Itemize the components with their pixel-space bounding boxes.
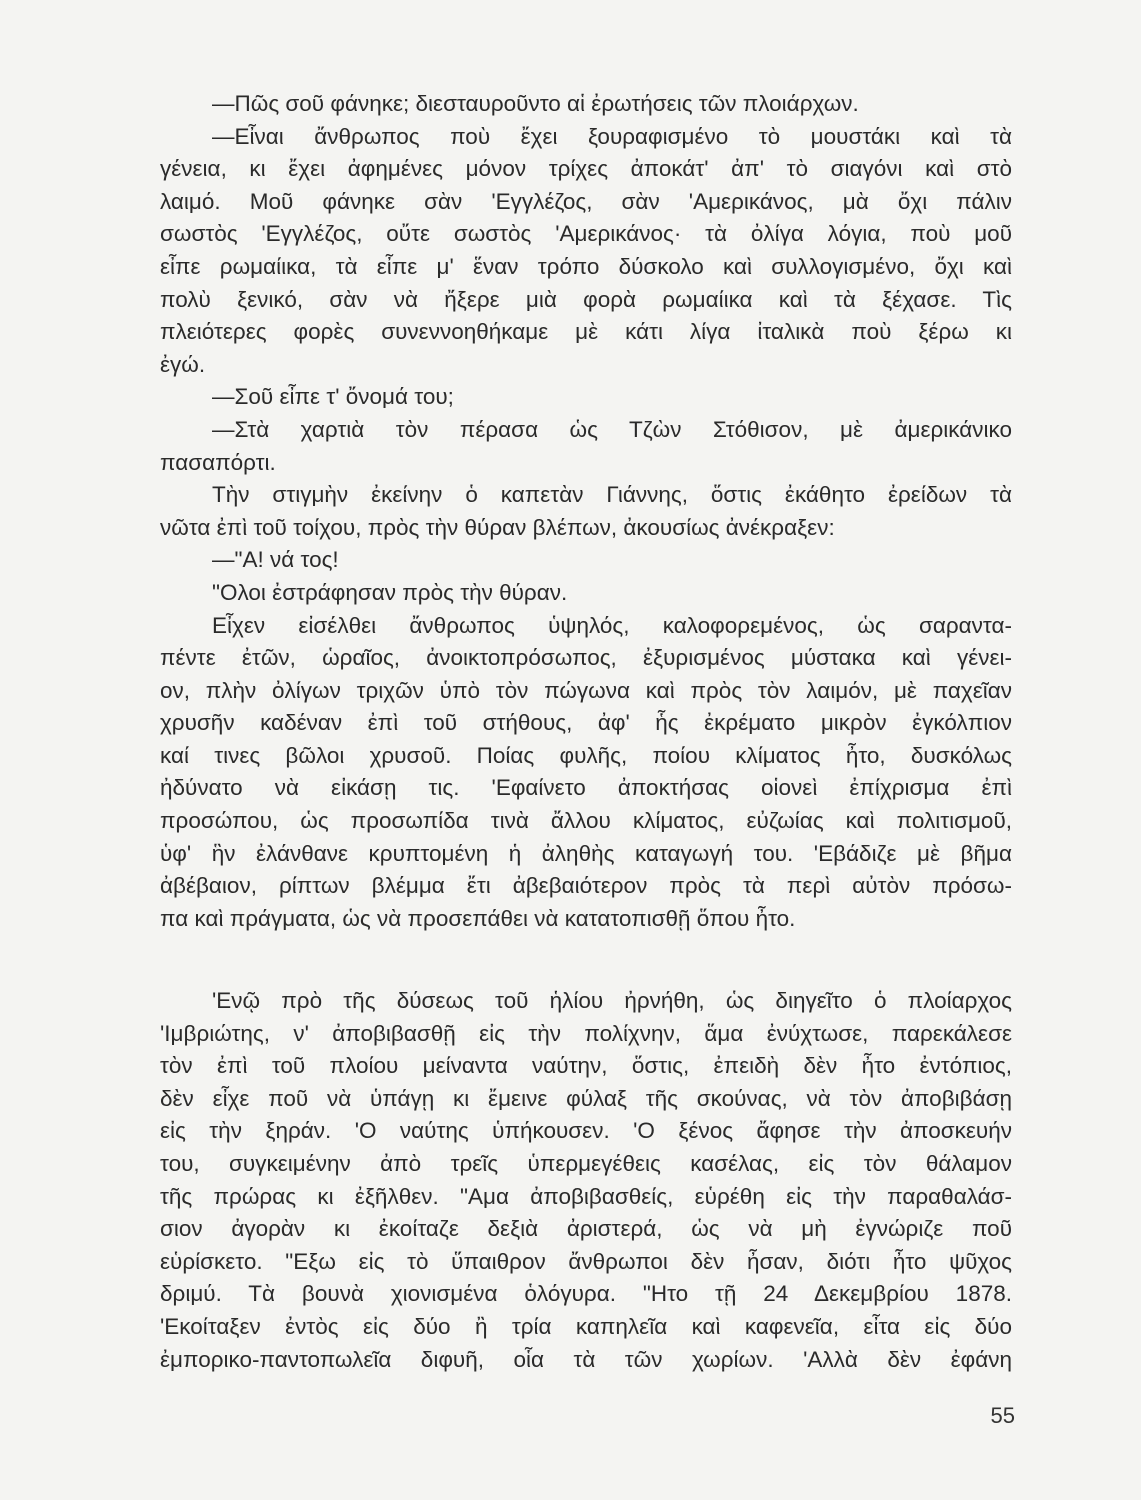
text-line: εἶπε ρωμαίικα, τὰ εἶπε μ' ἕναν τρόπο δύσκολο καὶ συλλογισμένο, ὄχι καὶ [160,253,1012,279]
text-line: —Πῶς σοῦ φάνηκε; διεσταυροῦντο αἱ ἐρωτήσεις τῶν πλοιάρχων. [212,91,859,116]
text-line: πασαπόρτι. [160,449,276,475]
text-block-1 [160,88,1012,935]
text-line: Εἶχεν εἰσέλθει ἄνθρωπος ὑψηλός, καλοφορεμένος, ὡς σαραντα- [212,612,1012,638]
text-line: πολὺ ξενικό, σὰν νὰ ἤξερε μιὰ φορὰ ρωμαίικα καὶ τὰ ξέχασε. Τὶς [160,286,1012,312]
text-line: 'Ενῷ πρὸ τῆς δύσεως τοῦ ἡλίου ἠρνήθη, ὡς διηγεῖτο ὁ πλοίαρχος [212,988,1012,1013]
text-line: ἐγώ. [160,351,206,377]
text-line: χρυσῆν καδέναν ἐπὶ τοῦ στήθους, ἀφ' ἧς ἐκρέματο μικρὸν ἐγκόλπιον [160,710,1012,736]
page-number: 55 [990,1403,1015,1428]
text-line: τὸν ἐπὶ τοῦ πλοίου μείναντα ναύτην, ὅστις, ἐπειδὴ δὲν ἦτο ἐντόπιος, [160,1053,1012,1079]
text-line: γένεια, κι ἔχει ἀφημένες μόνον τρίχες ἀποκάτ' ἀπ' τὸ σιαγόνι καὶ στὸ [160,156,1012,182]
text-line: δριμύ. Τὰ βουνὰ χιονισμένα ὁλόγυρα. "Ητο τῇ 24 Δεκεμβρίου 1878. [160,1281,1012,1307]
text-line: εὑρίσκετο. "Εξω εἰς τὸ ὕπαιθρον ἄνθρωποι δὲν ἦσαν, διότι ἦτο ψῦχος [160,1248,1012,1274]
text-line: ἀβέβαιον, ρίπτων βλέμμα ἔτι ἀβεβαιότερον πρὸς τὰ περὶ αὐτὸν πρόσω- [160,873,1012,899]
text-line: 'Εκοίταξεν ἐντὸς εἰς δύο ἢ τρία καπηλεῖα καὶ καφενεῖα, εἶτα εἰς δύο [160,1313,1012,1339]
text-line: καί τινες βῶλοι χρυσοῦ. Ποίας φυλῆς, ποίου κλίματος ἦτο, δυσκόλως [160,742,1012,768]
text-line: πα καὶ πράγματα, ὡς νὰ προσεπάθει νὰ κατατοπισθῇ ὅπου ἦτο. [160,905,796,931]
text-line: ὑφ' ἣν ἐλάνθανε κρυπτομένη ἡ ἀληθὴς καταγωγή του. 'Εβάδιζε μὲ βῆμα [160,840,1012,866]
text-line: —Εἶναι ἄνθρωπος ποὺ ἔχει ξουραφισμένο τὸ μουστάκι καὶ τὰ [212,123,1012,149]
text-line: —"Α! νά τος! [212,547,339,573]
text-line: σωστὸς 'Εγγλέζος, οὔτε σωστὸς 'Αμερικάνος· τὰ ὀλίγα λόγια, ποὺ μοῦ [160,221,1012,247]
text-line: προσώπου, ὡς προσωπίδα τινὰ ἄλλου κλίματος, εὐζωίας καὶ πολιτισμοῦ, [160,808,1012,834]
text-line: λαιμό. Μοῦ φάνηκε σὰν 'Εγγλέζος, σὰν 'Αμερικάνος, μὰ ὄχι πάλιν [160,188,1012,214]
text-line: νῶτα ἐπὶ τοῦ τοίχου, πρὸς τὴν θύραν βλέπων, ἀκουσίως ἀνέκραξεν: [160,514,835,540]
text-line: του, συγκειμένην ἀπὸ τρεῖς ὑπερμεγέθεις κασέλας, εἰς τὸν θάλαμον [160,1150,1012,1176]
text-line: πλειότερες φορὲς συνεννοηθήκαμε μὲ κάτι λίγα ἰταλικὰ ποὺ ξέρω κι [160,319,1012,345]
text-line: ἠδύνατο νὰ εἰκάσῃ τις. 'Εφαίνετο ἀποκτήσας οἱονεὶ ἐπίχρισμα ἐπὶ [160,775,1012,801]
text-line: δὲν εἶχε ποῦ νὰ ὑπάγῃ κι ἔμεινε φύλαξ τῆς σκούνας, νὰ τὸν ἀποβιβάσῃ [160,1085,1012,1111]
text-line: —Στὰ χαρτιὰ τὸν πέρασα ὡς Τζὼν Στόθισον, μὲ ἀμερικάνικο [212,416,1012,442]
text-line: τῆς πρώρας κι ἐξῆλθεν. "Αμα ἀποβιβασθείς, εὑρέθη εἰς τὴν παραθαλάσ- [160,1183,1012,1209]
text-block-2 [160,985,1012,1376]
text-line: ἐμπορικο-παντοπωλεῖα διφυῆ, οἷα τὰ τῶν χωρίων. 'Αλλὰ δὲν ἐφάνη [160,1346,1012,1372]
text-line: "Ολοι ἐστράφησαν πρὸς τὴν θύραν. [212,579,568,605]
text-line: Τὴν στιγμὴν ἐκείνην ὁ καπετὰν Γιάννης, ὅστις ἐκάθητο ἐρείδων τὰ [212,482,1012,508]
text-line: πέντε ἐτῶν, ὡραῖος, ἀνοικτοπρόσωπος, ἐξυρισμένος μύστακα καὶ γένει- [160,645,1012,671]
text-line: εἰς τὴν ξηράν. 'Ο ναύτης ὑπήκουσεν. 'Ο ξένος ἄφησε τὴν ἀποσκευήν [160,1118,1012,1144]
text-line: 'Ιμβριώτης, ν' ἀποβιβασθῇ εἰς τὴν πολίχνην, ἅμα ἐνύχτωσε, παρεκάλεσε [160,1020,1012,1046]
text-line: ον, πλὴν ὀλίγων τριχῶν ὑπὸ τὸν πώγωνα καὶ πρὸς τὸν λαιμόν, μὲ παχεῖαν [160,677,1012,703]
text-line: σιον ἀγορὰν κι ἐκοίταζε δεξιὰ ἀριστερά, ὡς νὰ μὴ ἐγνώριζε ποῦ [160,1216,1012,1242]
text-line: —Σοῦ εἶπε τ' ὄνομά του; [212,384,454,410]
